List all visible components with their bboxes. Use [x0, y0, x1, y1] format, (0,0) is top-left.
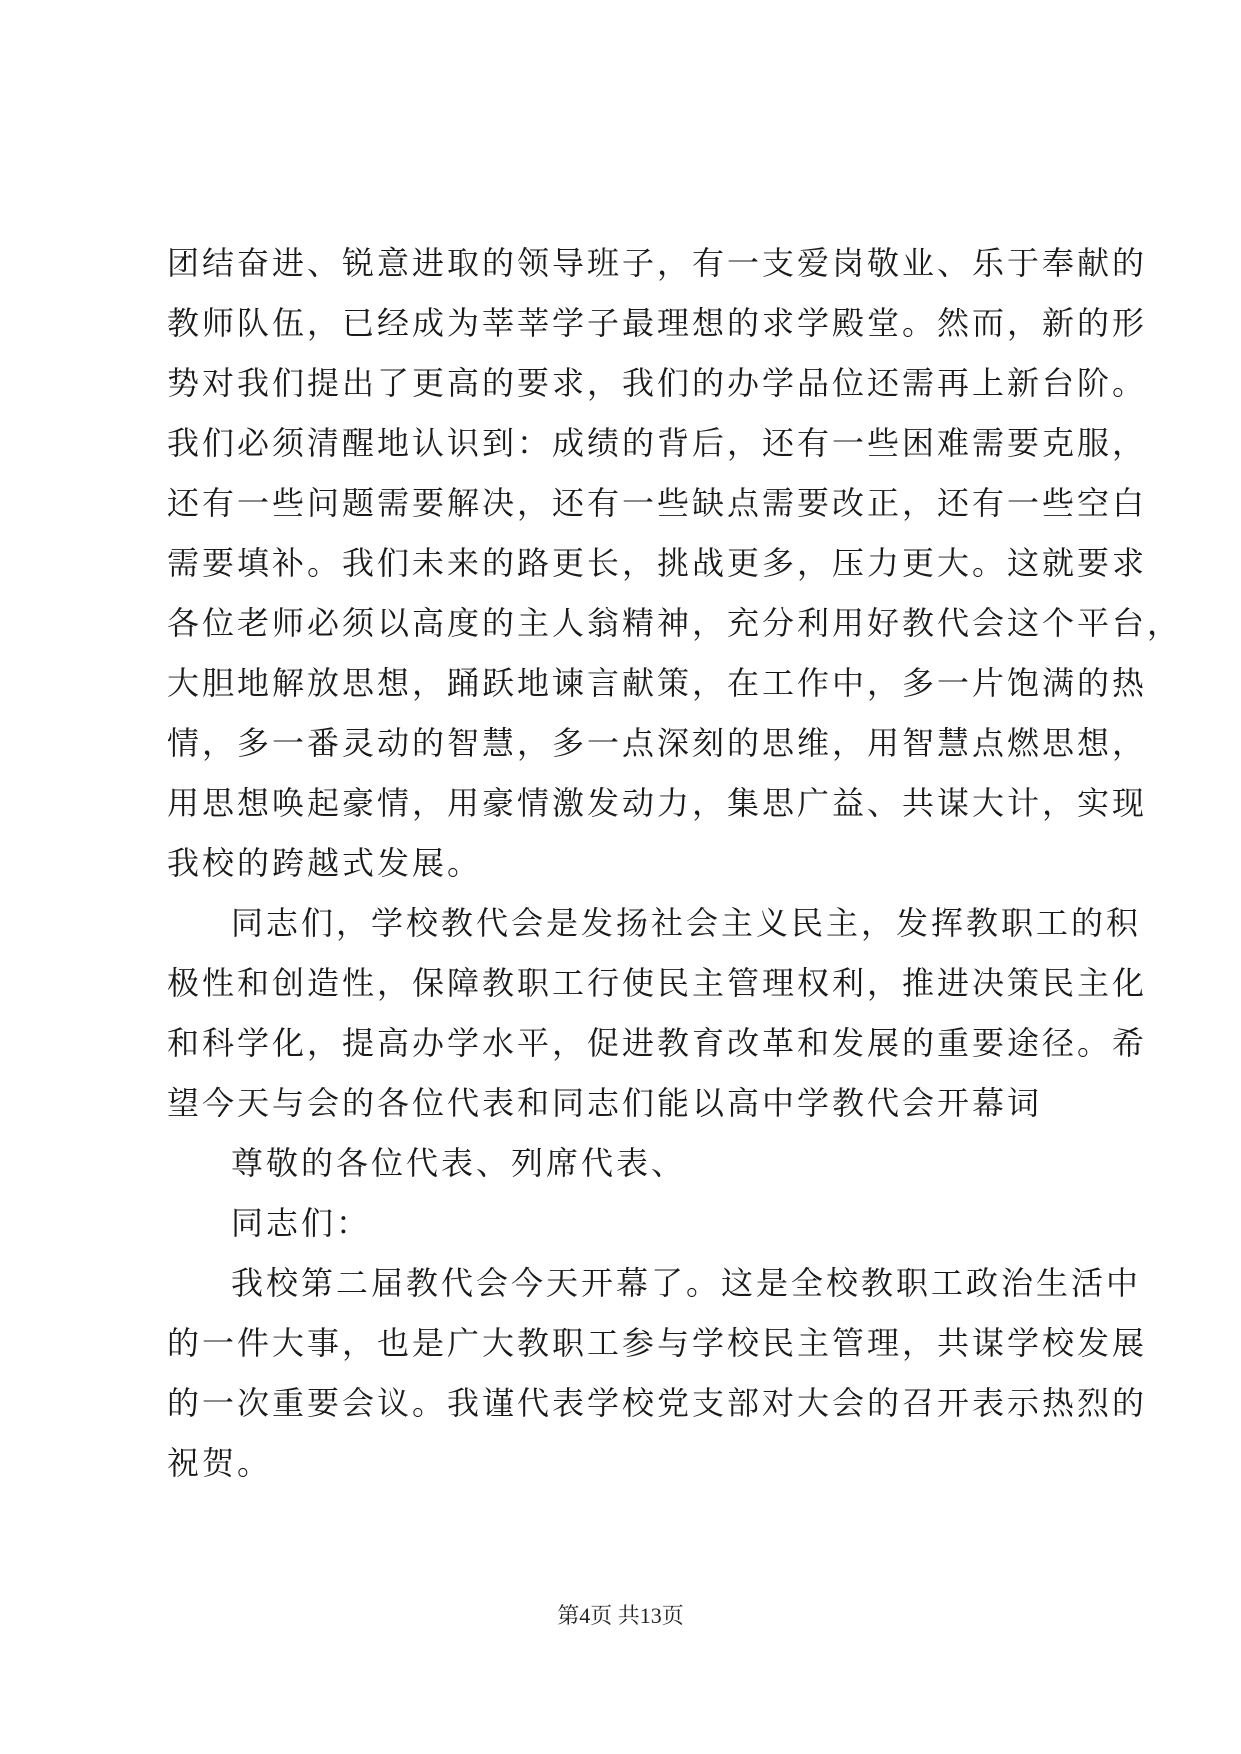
- text-line: 教师队伍，已经成为莘莘学子最理想的求学殿堂。然而，新的形: [167, 304, 1148, 342]
- text-line: 同志们，学校教代会是发扬社会主义民主，发挥教职工的积: [231, 904, 1142, 942]
- text-line: 情，多一番灵动的智慧，多一点深刻的思维，用智慧点燃思想，: [167, 724, 1148, 762]
- text-line: 望今天与会的各位代表和同志们能以高中学教代会开幕词: [167, 1084, 1043, 1122]
- text-line: 需要填补。我们未来的路更长，挑战更多，压力更大。这就要求: [167, 544, 1148, 582]
- text-line: 尊敬的各位代表、列席代表、: [231, 1144, 687, 1182]
- text-line: 极性和创造性，保障教职工行使民主管理权利，推进决策民主化: [167, 964, 1148, 1002]
- text-line: 同志们：: [231, 1204, 372, 1242]
- page-number-footer: 第4页 共13页: [557, 1603, 684, 1628]
- text-line: 团结奋进、锐意进取的领导班子，有一支爱岗敬业、乐于奉献的: [167, 244, 1148, 282]
- text-line: 用思想唤起豪情，用豪情激发动力，集思广益、共谋大计，实现: [167, 784, 1148, 822]
- text-line: 还有一些问题需要解决，还有一些缺点需要改正，还有一些空白: [167, 484, 1148, 522]
- text-line: 的一次重要会议。我谨代表学校党支部对大会的召开表示热烈的: [167, 1384, 1148, 1422]
- text-line: 我校第二届教代会今天开幕了。这是全校教职工政治生活中: [231, 1264, 1142, 1302]
- text-line: 各位老师必须以高度的主人翁精神，充分利用好教代会这个平台，: [167, 604, 1183, 642]
- text-line: 势对我们提出了更高的要求，我们的办学品位还需再上新台阶。: [167, 364, 1148, 402]
- text-line: 我校的跨越式发展。: [167, 844, 483, 882]
- text-line: 和科学化，提高办学水平，促进教育改革和发展的重要途径。希: [167, 1024, 1148, 1062]
- text-line: 的一件大事，也是广大教职工参与学校民主管理，共谋学校发展: [167, 1324, 1148, 1362]
- text-line: 我们必须清醒地认识到：成绩的背后，还有一些困难需要克服，: [167, 424, 1148, 462]
- text-line: 祝贺。: [167, 1444, 273, 1482]
- text-line: 大胆地解放思想，踊跃地谏言献策，在工作中，多一片饱满的热: [167, 664, 1148, 702]
- document-body: [167, 233, 1183, 1493]
